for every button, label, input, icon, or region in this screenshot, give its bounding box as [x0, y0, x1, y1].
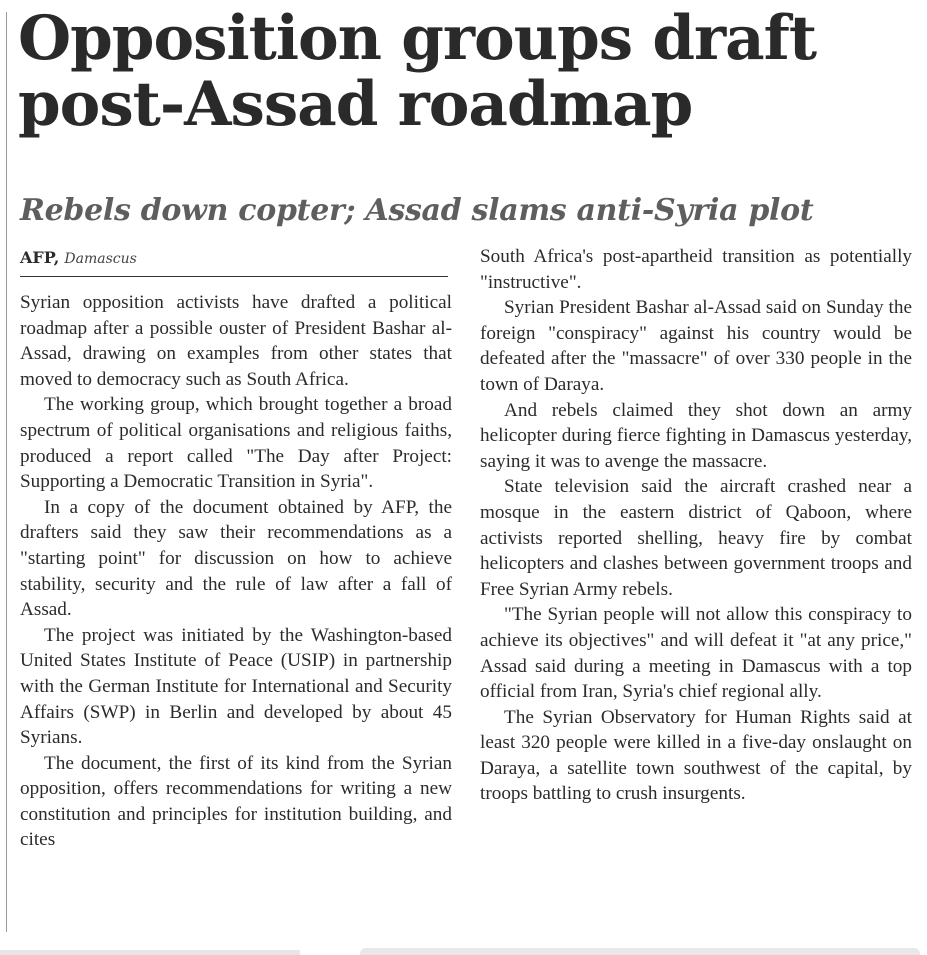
page-edge-shade: [0, 950, 300, 955]
column-rule: [6, 12, 7, 932]
paragraph: In a copy of the document obtained by AFP, the drafters said they saw their recommendations as a "starting point" for discussion on how to achieve stability, security and the rule of law after a fall of Assad.: [20, 496, 452, 621]
right-column: [480, 244, 912, 807]
paragraph: Syrian opposition activists have drafted a political roadmap after a possible ouster of President Bashar al-Assad, drawing on examples from other states that moved to democracy such as South Africa.: [20, 292, 452, 390]
byline-location: Damascus: [64, 251, 137, 267]
paragraph: "The Syrian people will not allow this conspiracy to achieve its objectives" and will defeat it "at any price," Assad said during a meeting in Damascus with a top official from Iran, Syria's chief regional ally.: [480, 604, 912, 703]
paragraph: The project was initiated by the Washington-based United States Institute of Peace (USIP) in partnership with the German Institute for International and Security Affairs (SWP) in Berlin and developed by about 45 Syrians.: [20, 624, 452, 749]
paragraph-continued: South Africa's post-apartheid transition as potentially "instructive".: [480, 246, 912, 293]
headline: Opposition groups draft post-Assad roadmap: [18, 3, 817, 140]
paragraph: The working group, which brought together a broad spectrum of political organisations and religious faiths, produced a report called "The Day after Project: Supporting a Democratic Transition in Syria".: [20, 394, 452, 493]
page-edge: [0, 946, 927, 955]
page-edge-shade: [360, 948, 920, 955]
paragraph: The document, the first of its kind from the Syrian opposition, offers recommendations for writing a new constitution and principles for institution building, and cites: [20, 752, 452, 851]
paragraph: The Syrian Observatory for Human Rights said at least 320 people were killed in a five-day onslaught on Daraya, a satellite town southwest of the capital, by troops battling to crush insurgents.: [480, 706, 912, 805]
subheadline: Rebels down copter; Assad slams anti-Syria plot: [20, 193, 814, 228]
byline: [20, 247, 448, 270]
paragraph: Syrian President Bashar al-Assad said on Sunday the foreign "conspiracy" against his country would be defeated after the "massacre" of over 330 people in the town of Daraya.: [480, 297, 912, 395]
paragraph: State television said the aircraft crashed near a mosque in the eastern district of Qaboon, where activists reported shelling, heavy fire by combat helicopters and clashes between government troops and Free Syrian Army rebels.: [480, 476, 912, 600]
byline-agency: AFP,: [20, 248, 60, 267]
byline-divider: [20, 276, 448, 277]
left-column: [20, 290, 452, 853]
paragraph: And rebels claimed they shot down an army helicopter during fierce fighting in Damascus yesterday, saying it was to avenge the massacre.: [480, 399, 912, 472]
